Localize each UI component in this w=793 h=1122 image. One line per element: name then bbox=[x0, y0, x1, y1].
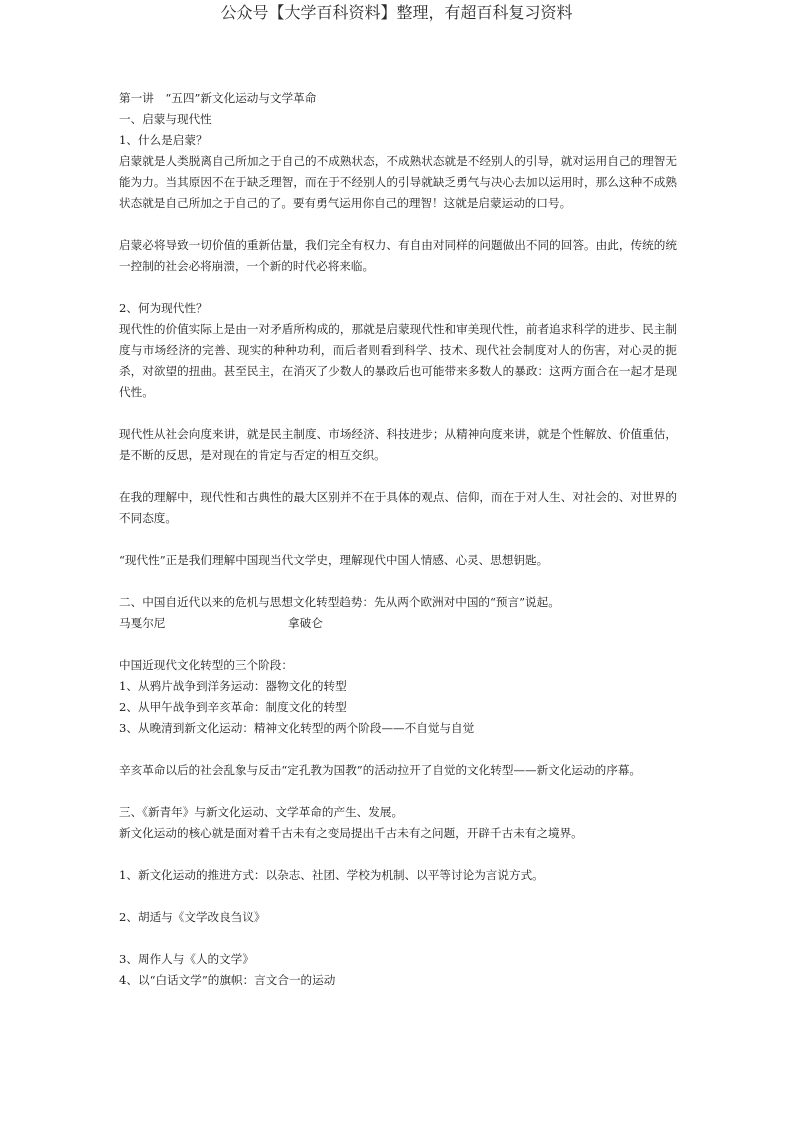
section-2-heading: 二、中国自近代以来的危机与思想文化转型趋势：先从两个欧洲对中国的“预言”说起。 bbox=[119, 595, 560, 609]
spacer bbox=[119, 403, 677, 424]
stages-intro: 中国近现代文化转型的三个阶段： bbox=[119, 658, 293, 672]
lecture-title: 第一讲 “五四”新文化运动与文学革命 bbox=[119, 91, 317, 105]
list-item: 2、胡适与《文学改良刍议》 bbox=[119, 910, 266, 924]
list-item: 4、以“白话文学”的旗帜：言文合一的运动 bbox=[119, 973, 336, 987]
name-macartney: 马戛尔尼 bbox=[119, 616, 166, 630]
paragraph-modernity-dimensions: 现代性从社会向度来讲，就是民主制度、市场经济、科技进步；从精神向度来讲，就是个性解放、价值重估，是不断的反思，是对现在的肯定与否定的相互交织。 bbox=[119, 427, 677, 462]
paragraph-modernity-vs-classical: 在我的理解中，现代性和古典性的最大区别并不在于具体的观点、信仰，而在于对人生、对社会的、对世界的不同态度。 bbox=[119, 490, 677, 525]
page-header-watermark: 公众号【大学百科资料】整理，有超百科复习资料 bbox=[220, 3, 573, 22]
question-1: 1、什么是启蒙？ bbox=[119, 133, 208, 147]
spacer bbox=[119, 277, 677, 298]
paragraph-enlightenment-definition: 启蒙就是人类脱离自己所加之于自己的不成熟状态，不成熟状态就是不经别人的引导，就对运用自己的理智无能为力。当其原因不在于缺乏理智，而在于不经别人的引导就缺乏勇气与决心去加以运用时，那么这种不成熟状态就是自己所加之于自己的了。要有勇气运用你自己的理智！这就是启蒙运动的口号。 bbox=[119, 154, 677, 210]
spacer bbox=[119, 928, 677, 949]
paragraph-new-culture-core: 新文化运动的核心就是面对着千古未有之变局提出千古未有之问题，开辟千古未有之境界。 bbox=[119, 826, 583, 840]
list-item: 3、周作人与《人的文学》 bbox=[119, 952, 254, 966]
list-item: 1、新文化运动的推进方式：以杂志、社团、学校为机制、以平等讨论为言说方式。 bbox=[119, 868, 544, 882]
spacer bbox=[119, 529, 677, 550]
paragraph-enlightenment-revaluation: 启蒙必将导致一切价值的重新估量，我们完全有权力、有自由对同样的问题做出不同的回答。由此，传统的统一控制的社会必将崩溃，一个新的时代必将来临。 bbox=[119, 238, 677, 273]
section-1-heading: 一、启蒙与现代性 bbox=[119, 112, 212, 126]
stage-item: 3、从晚清到新文化运动：精神文化转型的两个阶段——不自觉与自觉 bbox=[119, 721, 475, 735]
name-napoleon: 拿破仑 bbox=[288, 616, 323, 630]
stage-item: 1、从鸦片战争到洋务运动：器物文化的转型 bbox=[119, 679, 347, 693]
spacer bbox=[119, 214, 677, 235]
section-3-heading: 三、《新青年》与新文化运动、文学革命的产生、发展。 bbox=[119, 805, 404, 819]
prophecy-names-row bbox=[119, 613, 677, 634]
spacer bbox=[119, 634, 677, 655]
stage-item: 2、从甲午战争到辛亥革命：制度文化的转型 bbox=[119, 700, 347, 714]
question-2: 2、何为现代性？ bbox=[119, 301, 208, 315]
spacer bbox=[119, 571, 677, 592]
paragraph-modernity-key: “现代性”正是我们理解中国现当代文学史，理解现代中国人情感、心灵、思想钥匙。 bbox=[119, 553, 549, 567]
spacer bbox=[119, 844, 677, 865]
document-body bbox=[119, 88, 677, 991]
spacer bbox=[119, 781, 677, 802]
paragraph-modernity-value: 现代性的价值实际上是由一对矛盾所构成的，那就是启蒙现代性和审美现代性，前者追求科学的进步、民主制度与市场经济的完善、现实的种种功利，而后者则看到科学、技术、现代社会制度对人的伤害，对心灵的扼杀，对欲望的扭曲。甚至民主，在消灭了少数人的暴政后也可能带来多数人的暴政：这两方面合在一起才是现代性。 bbox=[119, 322, 677, 399]
spacer bbox=[119, 886, 677, 907]
paragraph-xinhai-aftermath: 辛亥革命以后的社会乱象与反击“定孔教为国教”的活动拉开了自觉的文化转型——新文化运动的序幕。 bbox=[119, 763, 641, 777]
spacer bbox=[119, 466, 677, 487]
spacer bbox=[119, 739, 677, 760]
